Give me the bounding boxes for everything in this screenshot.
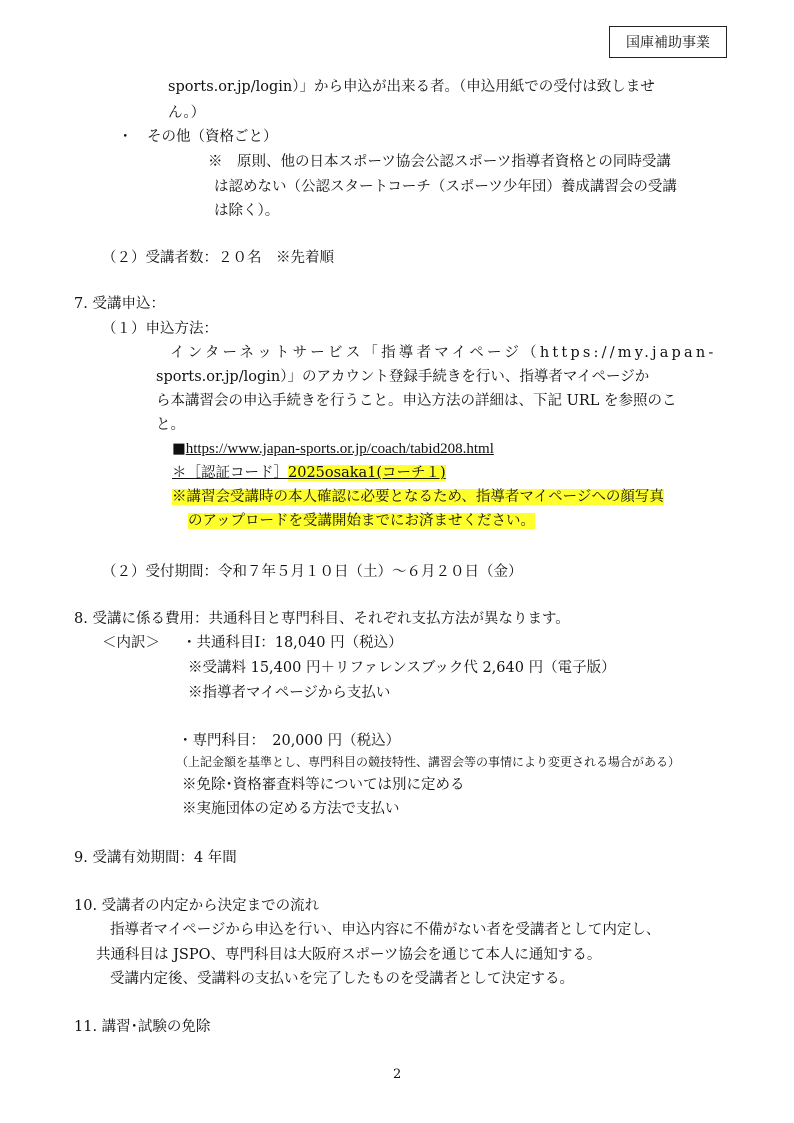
common-fee-line: ・共通科目Ⅰ：18,040 円（税込） <box>182 635 403 651</box>
method-label: （１）申込方法： <box>102 321 218 337</box>
auth-code-prefix: ＊［認証コード］ <box>172 465 288 481</box>
note-line3: は除く）。 <box>214 203 280 219</box>
breakdown-label: ＜内訳＞ <box>102 635 160 651</box>
common-fee-pay: ※指導者マイページから支払い <box>188 685 391 701</box>
flow-heading: 10. 受講者の内定から決定までの流れ <box>74 898 320 914</box>
note-line1: ※ 原則、他の日本スポーツ協会公認スポーツ指導者資格との同時受講 <box>208 154 671 170</box>
flow-line1: 指導者マイページから申込を行い、申込内容に不備がない者を受講者として内定し、 <box>110 922 661 938</box>
photo-notice-line1: ※講習会受講時の本人確認に必要となるため、指導者マイページへの顔写真 <box>172 489 664 505</box>
common-fee-detail: ※受講料 15,400 円＋リファレンスブック代 2,640 円（電子版） <box>188 660 616 676</box>
coach-url-link[interactable]: https://www.japan-sports.or.jp/coach/tabid208.html <box>185 441 494 457</box>
method-line3: ら本講習会の申込手続きを行うこと。申込方法の詳細は、下記 URL を参照のこ <box>156 393 677 409</box>
special-fee-exempt: ※免除･資格審査料等については別に定める <box>182 777 465 793</box>
exemption-heading: 11. 講習･試験の免除 <box>74 1019 211 1035</box>
method-line1: インターネットサービス「指導者マイページ（https://my.japan- <box>170 345 717 361</box>
method-line4: と。 <box>156 417 185 433</box>
subsidy-badge: 国庫補助事業 <box>609 26 727 58</box>
photo-notice-line2: のアップロードを受講開始までにお済ませください。 <box>188 513 535 529</box>
auth-code-line <box>172 466 446 481</box>
flow-line2: 共通科目は JSPO、専門科目は大阪府スポーツ協会を通じて本人に通知する。 <box>96 947 602 963</box>
fees-heading: 8. 受講に係る費用：共通科目と専門科目、それぞれ支払方法が異なります。 <box>74 611 570 627</box>
special-fee-note: （上記金額を基準とし、専門科目の競技特性、講習会等の事情により変更される場合がある） <box>176 755 681 769</box>
auth-code-value: 2025osaka1(コーチ１) <box>288 465 446 481</box>
method-line2: sports.or.jp/login）」のアカウント登録手続きを行い、指導者マイページか <box>156 369 650 385</box>
flow-line3: 受講内定後、受講料の支払いを完了したものを受講者として決定する。 <box>110 971 574 987</box>
page-number: 2 <box>393 1067 402 1082</box>
url-line <box>172 442 494 457</box>
other-label: ・ その他（資格ごと） <box>118 129 278 145</box>
note-line2: は認めない（公認スタートコーチ（スポーツ少年団）養成講習会の受講 <box>214 179 677 195</box>
qualification-cont-line1: sports.or.jp/login）」から申込が出来る者。（申込用紙での受付は致しませ <box>168 79 655 95</box>
application-heading: 7. 受講申込： <box>74 296 165 312</box>
qualification-cont-line2: ん。） <box>168 105 206 121</box>
special-fee-line: ・専門科目： 20,000 円（税込） <box>178 733 401 749</box>
url-mark: ■ <box>172 441 186 457</box>
validity-text: 9. 受講有効期間：4 年間 <box>74 850 237 866</box>
capacity-text: （２）受講者数：２０名 ※先着順 <box>102 250 334 266</box>
application-period: （２）受付期間：令和７年５月１０日（土）～６月２０日（金） <box>102 564 523 580</box>
special-fee-pay: ※実施団体の定める方法で支払い <box>182 801 400 817</box>
